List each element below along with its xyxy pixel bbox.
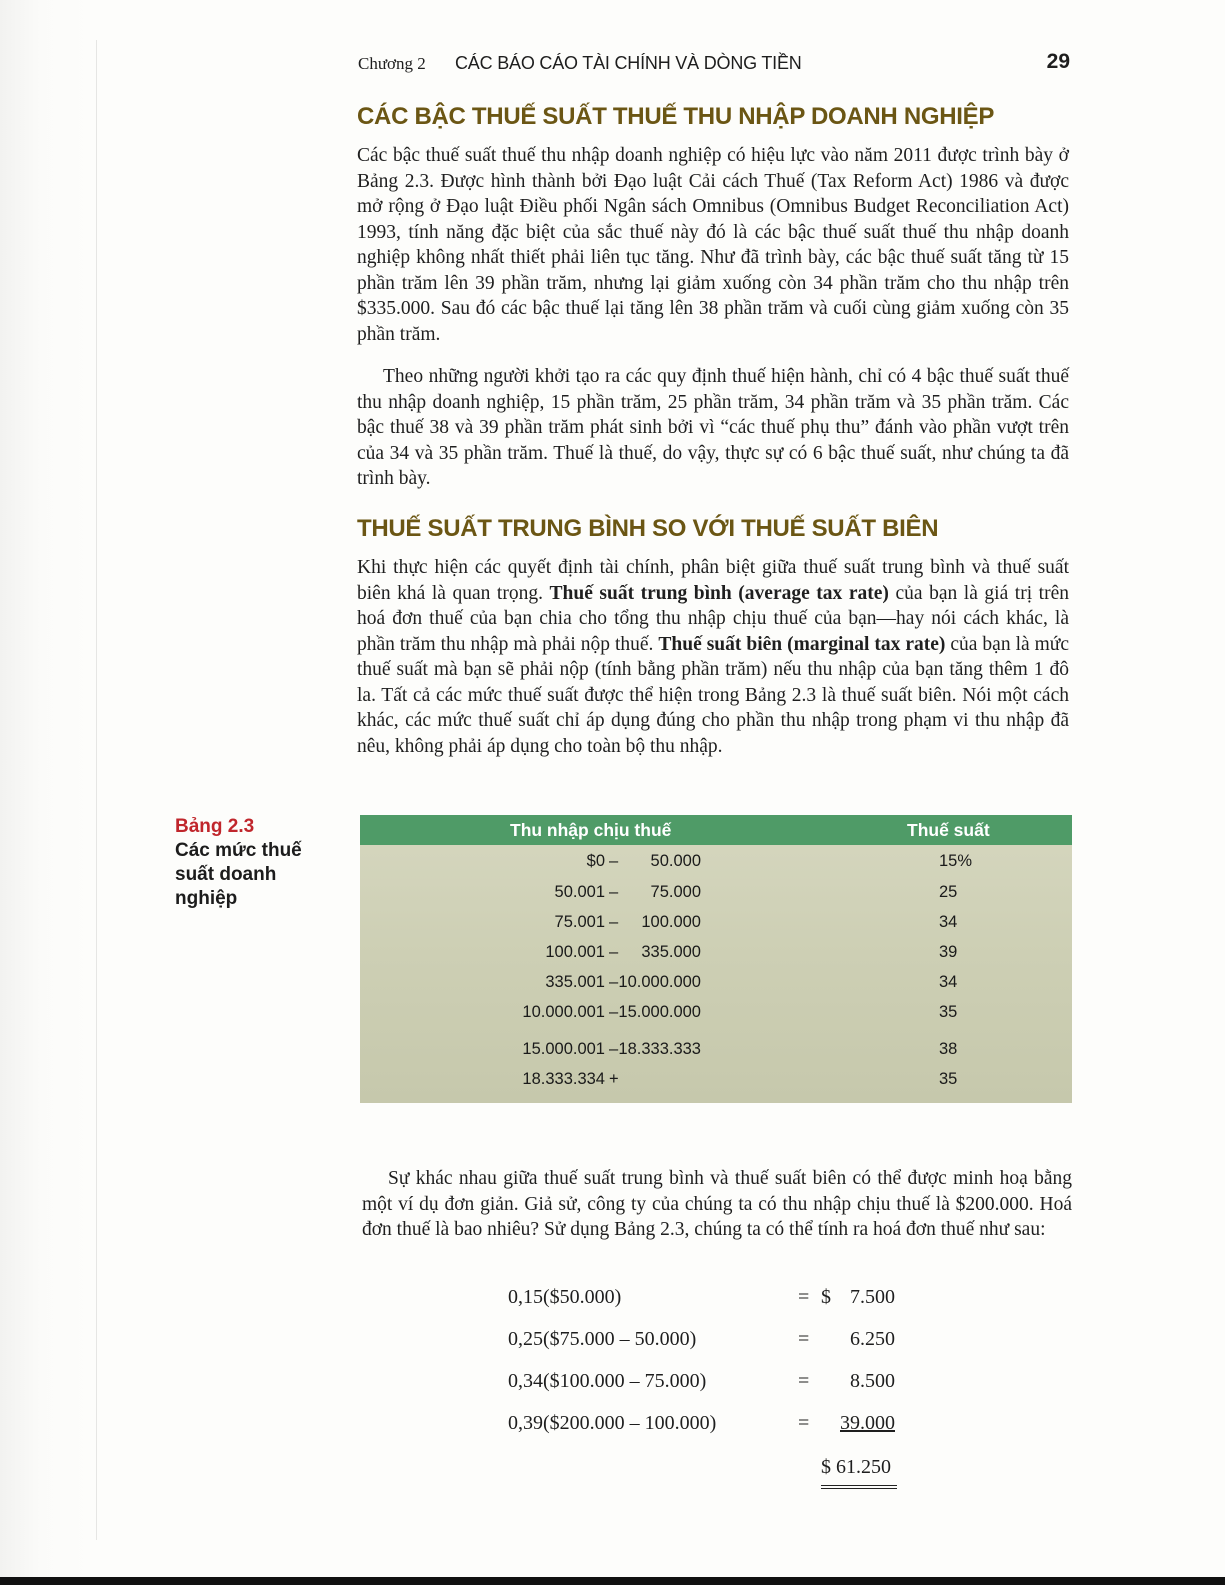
income-from: 50.001 xyxy=(554,883,605,901)
tax-rate: 35 xyxy=(939,1070,958,1088)
calculation-row xyxy=(508,1326,908,1356)
table-header xyxy=(360,815,1072,845)
calculation-total xyxy=(821,1454,895,1490)
income-to: 75.000 xyxy=(650,883,701,901)
section-heading-tax-brackets: CÁC BẬC THUẾ SUẤT THUẾ THU NHẬP DOANH NGHIỆP xyxy=(357,103,995,130)
income-from: 10.000.001 xyxy=(522,1003,605,1021)
total-amount: $ 61.250 xyxy=(821,1456,891,1478)
equals-sign: = xyxy=(798,1286,810,1308)
range-separator: – xyxy=(609,883,619,901)
income-to: 15.000.000 xyxy=(618,1003,701,1021)
equals-sign: = xyxy=(798,1370,810,1392)
table-row xyxy=(360,1066,1072,1094)
paragraph-average-vs-marginal xyxy=(357,555,1069,759)
column-header-taxable-income: Thu nhập chịu thuế xyxy=(510,820,672,840)
table-row xyxy=(360,879,1072,907)
paragraph-tax-brackets-intro: Các bậc thuế suất thuế thu nhập doanh nghiệp có hiệu lực vào năm 2011 được trình bày ở Bảng 2.3. Được hình thành bởi Đạo luật Cải cách Thuế (Tax Reform Act) 1986 và được mở rộng ở Đạo luật Điều phối Ngân sách Omnibus (Omnibus Budget Reconciliation Act) 1993, tính năng đặc biệt của sắc thuế này đó là các bậc thuế suất thuế thu nhập doanh nghiệp không nhất thiết phải liên tục tăng. Như đã trình bày, các bậc thuế suất tăng từ 15 phần trăm lên 39 phần trăm, nhưng lại giảm xuống còn 34 phần trăm cho thu nhập trên $335.000. Sau đó các bậc thuế lại tăng lên 38 phần trăm và cuối cùng giảm xuống còn 35 phần trăm. xyxy=(357,145,1069,345)
corporate-tax-rate-table xyxy=(360,815,1072,1103)
table-caption xyxy=(175,815,335,911)
tax-calculation xyxy=(508,1284,908,1494)
page-number: 29 xyxy=(1046,50,1070,73)
calc-amount: 6.250 xyxy=(850,1328,895,1350)
range-separator: – xyxy=(609,973,619,991)
table-row xyxy=(360,999,1072,1027)
tax-rate: 38 xyxy=(939,1040,958,1058)
paragraph-example-intro: Sự khác nhau giữa thuế suất trung bình và thuế suất biên có thể được minh hoạ bằng một ví dụ đơn giản. Giả sử, công ty của chúng ta có thu nhập chịu thuế là $200.000. Hoá đơn thuế là bao nhiêu? Sử dụng Bảng 2.3, chúng ta có thể tính ra hoá đơn thuế như sau: xyxy=(362,1168,1072,1240)
calc-expression: 0,39($200.000 – 100.000) xyxy=(508,1412,717,1434)
calc-expression: 0,34($100.000 – 75.000) xyxy=(508,1370,707,1392)
term-average-tax-rate: Thuế suất trung bình (average tax rate) xyxy=(549,582,889,604)
tax-rate: 15% xyxy=(939,852,973,870)
calculation-row xyxy=(508,1284,908,1314)
tax-rate: 35 xyxy=(939,1003,958,1021)
income-from: $0 xyxy=(586,852,605,870)
section-heading-average-vs-marginal: THUẾ SUẤT TRUNG BÌNH SO VỚI THUẾ SUẤT BIÊN xyxy=(357,515,939,542)
tax-rate: 34 xyxy=(939,973,958,991)
calc-amount: 7.500 xyxy=(850,1286,895,1308)
paragraph-tax-brackets-surcharge: Theo những người khởi tạo ra các quy định thuế hiện hành, chỉ có 4 bậc thuế suất thuế thu nhập doanh nghiệp, 15 phần trăm, 25 phần trăm, 34 phần trăm và 35 phần trăm. Các bậc thuế 38 và 39 phần trăm phát sinh bởi vì “các thuế phụ thu” đánh vào phần vượt trên của 34 và 35 phần trăm. Thuế là thuế, do vậy, thực sự có 6 bậc thuế suất, như chúng ta đã trình bày. xyxy=(357,366,1069,489)
term-marginal-tax-rate: Thuế suất biên (marginal tax rate) xyxy=(658,633,946,655)
text-run: của bạn là mức thuế suất mà bạn sẽ phải nộp (tính bằng phần trăm) nếu thu nhập của bạn tăng thêm 1 đô la. Tất cả các mức thuế suất được thể hiện trong Bảng 2.3 là thuế suất biên. Nói một cách khác, các mức thuế suất chỉ áp dụng đúng cho phần thu nhập trong phạm vi thu nhập đã nêu, không phải áp dụng cho toàn bộ thu nhập. xyxy=(357,633,1070,757)
table-title: Các mức thuế suất doanh nghiệp xyxy=(175,840,302,909)
table-row xyxy=(360,939,1072,967)
range-separator: – xyxy=(609,1003,619,1021)
double-underline xyxy=(821,1485,897,1489)
chapter-label: Chương 2 xyxy=(358,54,426,73)
calc-expression: 0,25($75.000 – 50.000) xyxy=(508,1328,697,1350)
calc-expression: 0,15($50.000) xyxy=(508,1286,622,1308)
chapter-title: CÁC BÁO CÁO TÀI CHÍNH VÀ DÒNG TIỀN xyxy=(455,53,802,73)
tax-rate: 25 xyxy=(939,883,958,901)
text-run: của bạn là giá trị trên hoá đơn thuế của bạn chia cho tổng thu nhập chịu thuế của bạn—hay nói cách khác, là phần trăm thu nhập mà phải nộp thuế. xyxy=(357,582,1069,655)
calc-amount: 8.500 xyxy=(850,1370,895,1392)
table-row xyxy=(360,969,1072,997)
range-separator: – xyxy=(609,913,619,931)
running-head xyxy=(358,50,1070,80)
income-to: 100.000 xyxy=(641,913,701,931)
calculation-row xyxy=(508,1368,908,1398)
income-from: 335.001 xyxy=(545,973,605,991)
income-to: 50.000 xyxy=(650,852,701,870)
tax-rate: 39 xyxy=(939,943,958,961)
range-separator: – xyxy=(609,943,619,961)
calc-amount: 39.000 xyxy=(840,1412,895,1434)
income-from: 18.333.334 xyxy=(522,1070,605,1088)
table-row xyxy=(360,1036,1072,1064)
tax-rate: 34 xyxy=(939,913,958,931)
table-number: Bảng 2.3 xyxy=(175,816,255,837)
income-from: 75.001 xyxy=(554,913,605,931)
equals-sign: = xyxy=(798,1412,810,1434)
calculation-row xyxy=(508,1410,908,1440)
column-header-tax-rate: Thuế suất xyxy=(907,820,990,840)
range-separator: – xyxy=(609,1040,619,1058)
equals-sign: = xyxy=(798,1328,810,1350)
table-row xyxy=(360,909,1072,937)
income-to: 10.000.000 xyxy=(618,973,701,991)
income-to: 18.333.333 xyxy=(618,1040,701,1058)
currency-symbol: $ xyxy=(821,1286,831,1308)
text-run: Khi thực hiện các quyết định tài chính, phân biệt giữa thuế suất trung bình và thuế suất biên khá là quan trọng. xyxy=(357,557,1069,604)
range-separator: – xyxy=(609,852,619,870)
income-to: 335.000 xyxy=(641,943,701,961)
table-row xyxy=(360,848,1072,876)
income-from: 100.001 xyxy=(545,943,605,961)
range-separator: + xyxy=(609,1070,619,1088)
income-from: 15.000.001 xyxy=(522,1040,605,1058)
